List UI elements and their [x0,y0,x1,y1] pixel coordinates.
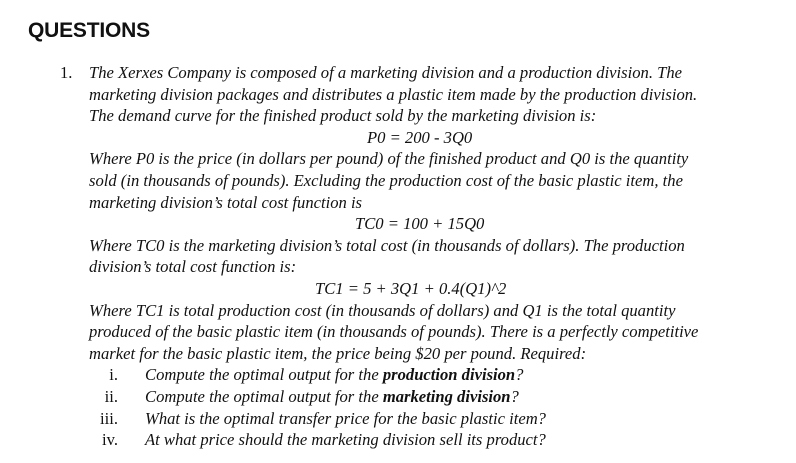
question-text-line: The Xerxes Company is composed of a marketing division and a production division. The [89,63,683,82]
question-number: 1. [60,63,73,82]
subpart-text: Compute the optimal output for the marketing division? [145,387,519,406]
question-text-line: The demand curve for the finished product sold by the marketing division is: [89,106,597,126]
subpart-text: At what price should the marketing division sell its product? [145,430,546,450]
question-text-line: Where P0 is the price (in dollars per pound) of the finished product and Q0 is the quantity [89,149,689,169]
question-text-line: division’s total cost function is: [89,257,297,277]
demand-equation: P0 = 200 - 3Q0 [367,127,473,147]
question-text-line: Where TC0 is the marketing division’s total cost (in thousands of dollars). The production [89,235,685,255]
subpart-label: iv. [102,430,118,450]
question-text-line: marketing division’s total cost function is [89,192,363,212]
question-text-line: marketing division packages and distributes a plastic item made by the production division. [89,84,698,104]
marketing-cost-equation: TC0 = 100 + 15Q0 [355,214,485,234]
subpart-text: What is the optimal transfer price for the basic plastic item? [145,408,546,428]
section-heading: QUESTIONS [28,19,150,42]
production-cost-equation: TC1 = 5 + 3Q1 + 0.4(Q1)^2 [315,279,507,298]
subpart-label: ii. [104,387,118,406]
subpart-label: i. [109,365,118,385]
question-text-line: sold (in thousands of pounds). Excluding the production cost of the basic plastic item, the [89,171,683,190]
question-text-line: market for the basic plastic item, the price being $20 per pound. Required: [89,343,587,363]
question-text-line: Where TC1 is total production cost (in thousands of dollars) and Q1 is the total quantity [89,300,676,320]
question-text-line: produced of the basic plastic item (in thousands of pounds). There is a perfectly competitive [89,322,699,342]
subpart-text: Compute the optimal output for the production division? [145,365,524,385]
subpart-label: iii. [100,408,118,428]
